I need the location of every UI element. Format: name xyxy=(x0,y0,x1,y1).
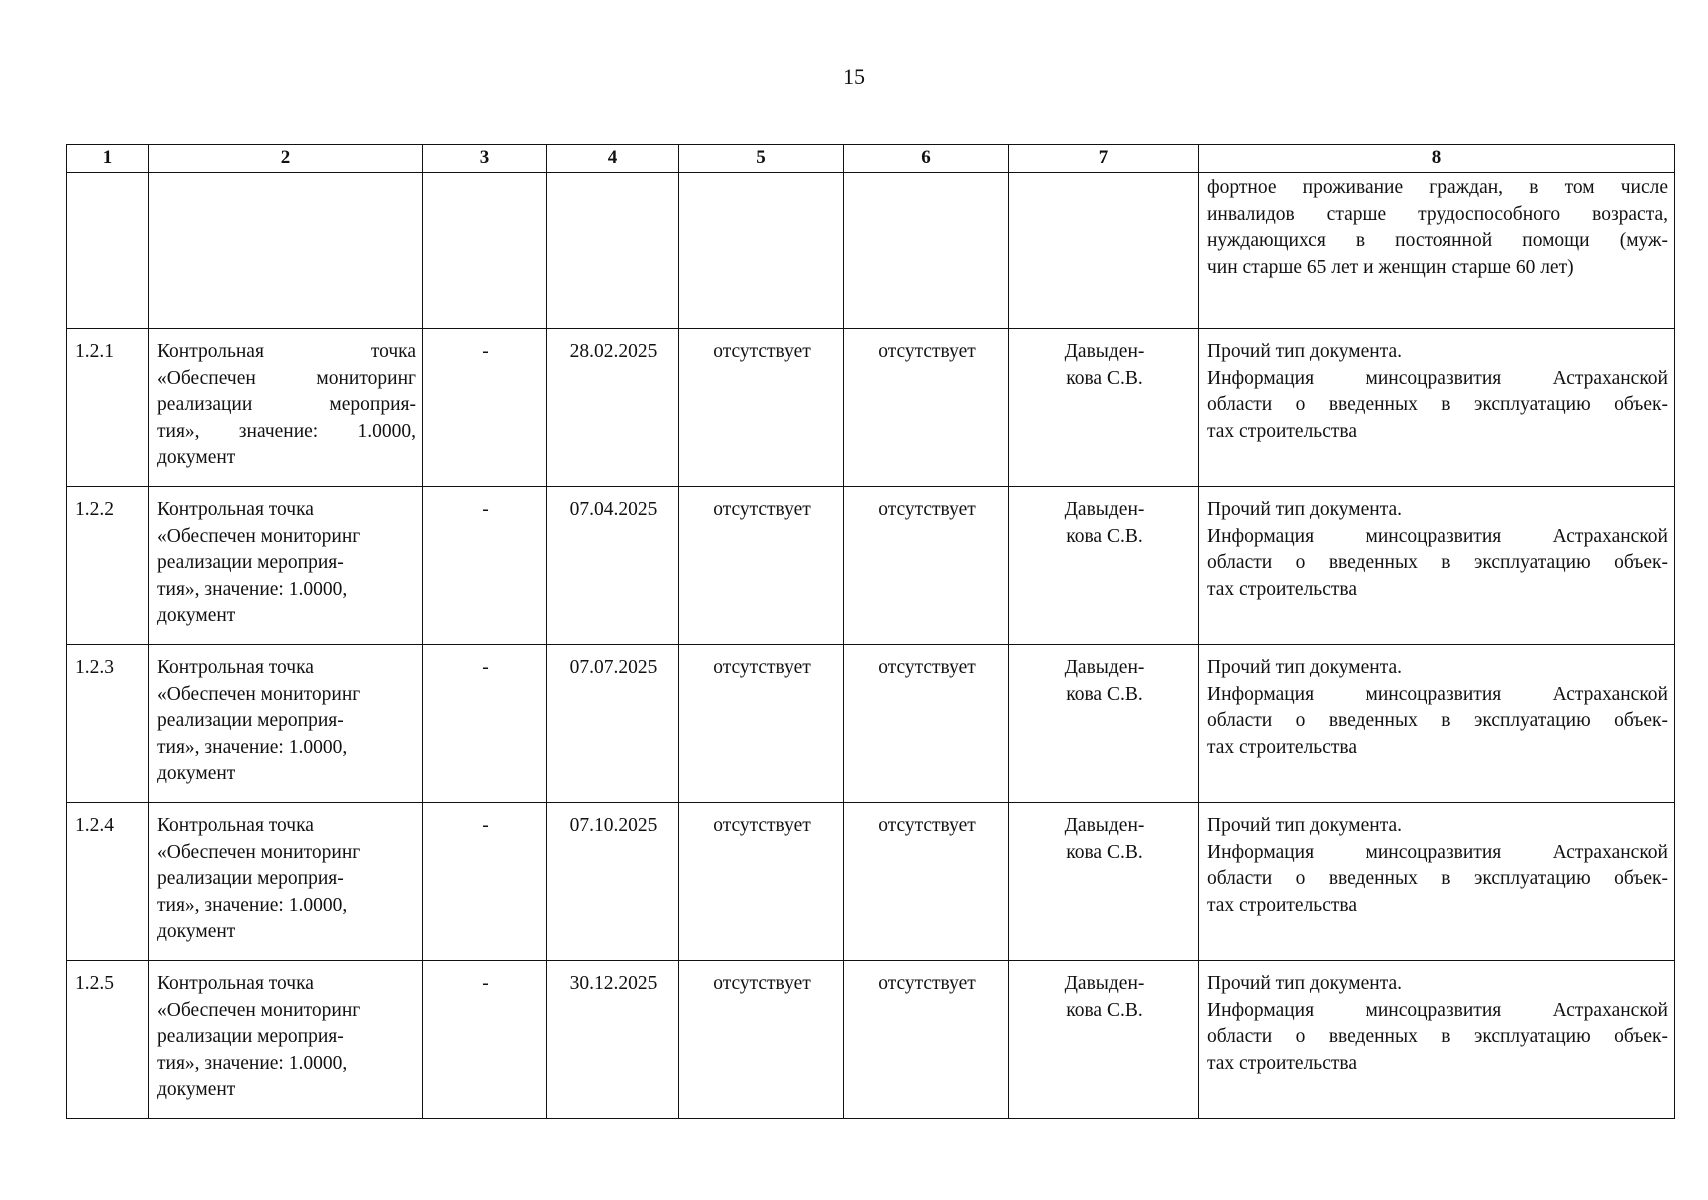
table-cell xyxy=(1009,803,1199,961)
text-line: области о введенных в эксплуатацию объек- xyxy=(1207,868,1668,889)
col5-value: отсутствует xyxy=(713,499,811,520)
text-line: реализации мероприя- xyxy=(157,868,344,889)
text-line: тах строительства xyxy=(1207,1052,1357,1074)
table-cell xyxy=(679,487,844,645)
document-description xyxy=(1199,961,1674,1077)
text-line: Информация минсоцразвития Астраханской xyxy=(1207,999,1668,1021)
table-cell xyxy=(679,961,844,1119)
text-line: кова С.В. xyxy=(1066,525,1143,547)
table-cell xyxy=(423,803,547,961)
text-line: тия», значение: 1.0000, xyxy=(157,420,416,442)
column-header: 2 xyxy=(149,145,423,173)
table-cell xyxy=(1199,961,1675,1119)
text-line: фортное проживание граждан, в том числе xyxy=(1207,177,1668,198)
text-line: Давыден- xyxy=(1064,657,1145,678)
text-line: Контрольная точка xyxy=(157,499,314,520)
table-cell xyxy=(547,329,679,487)
row-number: 1.2.1 xyxy=(75,341,114,362)
text-line: документ xyxy=(157,921,236,942)
col5-value: отсутствует xyxy=(713,657,811,678)
text-line: тах строительства xyxy=(1207,420,1357,442)
table-cell xyxy=(1009,487,1199,645)
text-line: тия», значение: 1.0000, xyxy=(157,578,348,600)
page-number: 15 xyxy=(843,64,865,89)
table-cell xyxy=(67,645,149,803)
responsible-person xyxy=(1009,487,1198,550)
col6-value: отсутствует xyxy=(878,815,976,836)
text-line: чин старше 65 лет и женщин старше 60 лет) xyxy=(1207,256,1574,278)
table-cell xyxy=(67,803,149,961)
row-number: 1.2.5 xyxy=(75,973,114,994)
table-cell xyxy=(679,329,844,487)
text-line: инвалидов старше трудоспособного возраста, xyxy=(1207,203,1668,225)
text-line: Давыден- xyxy=(1064,973,1145,994)
text-line: области о введенных в эксплуатацию объек- xyxy=(1207,552,1668,573)
text-line: «Обеспечен мониторинг xyxy=(157,525,361,547)
control-point-name xyxy=(149,961,422,1104)
table-cell xyxy=(67,487,149,645)
text-line: Контрольная точка xyxy=(157,657,314,678)
text-line: Информация минсоцразвития Астраханской xyxy=(1207,367,1668,389)
data-table xyxy=(66,144,1675,1119)
control-point-name xyxy=(149,329,422,472)
text-line: «Обеспечен мониторинг xyxy=(157,367,416,389)
col5-value: отсутствует xyxy=(713,973,811,994)
table-cell xyxy=(1009,645,1199,803)
table-cell xyxy=(1199,487,1675,645)
table-cell xyxy=(423,645,547,803)
control-point-name xyxy=(149,487,422,630)
continuation-text xyxy=(1199,173,1674,281)
text-line: Информация минсоцразвития Астраханской xyxy=(1207,525,1668,547)
table-cell xyxy=(679,645,844,803)
column-header: 5 xyxy=(679,145,844,173)
table-cell xyxy=(547,645,679,803)
column-header: 4 xyxy=(547,145,679,173)
table-cell xyxy=(1009,329,1199,487)
text-line: кова С.В. xyxy=(1066,841,1143,863)
responsible-person xyxy=(1009,329,1198,392)
due-date: 30.12.2025 xyxy=(569,973,658,994)
col6-value: отсутствует xyxy=(878,973,976,994)
text-line: нуждающихся в постоянной помощи (муж- xyxy=(1207,230,1668,251)
table-cell xyxy=(547,173,679,329)
table-cell xyxy=(844,961,1009,1119)
table-row xyxy=(67,645,1675,803)
text-line: Прочий тип документа. xyxy=(1207,499,1402,520)
text-line: реализации мероприя- xyxy=(157,552,344,573)
row-number: 1.2.2 xyxy=(75,499,114,520)
text-line: Информация минсоцразвития Астраханской xyxy=(1207,683,1668,705)
row-number: 1.2.4 xyxy=(75,815,114,836)
text-line: Прочий тип документа. xyxy=(1207,815,1402,836)
table-cell xyxy=(67,961,149,1119)
table-row xyxy=(67,803,1675,961)
text-line: кова С.В. xyxy=(1066,999,1143,1021)
text-line: области о введенных в эксплуатацию объек- xyxy=(1207,394,1668,415)
text-line: документ xyxy=(157,763,236,784)
control-point-name xyxy=(149,645,422,788)
due-date: 07.07.2025 xyxy=(569,657,658,678)
responsible-person xyxy=(1009,961,1198,1024)
table-cell xyxy=(149,329,423,487)
text-line: тах строительства xyxy=(1207,578,1357,600)
text-line: кова С.В. xyxy=(1066,683,1143,705)
text-line: реализации мероприя- xyxy=(157,394,416,415)
text-line: Контрольная точка xyxy=(157,815,314,836)
text-line: реализации мероприя- xyxy=(157,710,344,731)
table-cell xyxy=(149,961,423,1119)
text-line: Прочий тип документа. xyxy=(1207,341,1402,362)
row-number: 1.2.3 xyxy=(75,657,114,678)
text-line: кова С.В. xyxy=(1066,367,1143,389)
document-description xyxy=(1199,487,1674,603)
text-line: «Обеспечен мониторинг xyxy=(157,999,361,1021)
table-cell xyxy=(547,487,679,645)
responsible-person xyxy=(1009,645,1198,708)
text-line: тах строительства xyxy=(1207,736,1357,758)
continuation-row xyxy=(67,173,1675,329)
table-cell xyxy=(547,803,679,961)
text-line: документ xyxy=(157,447,236,468)
table-cell xyxy=(423,961,547,1119)
table-cell xyxy=(1009,961,1199,1119)
text-line: тия», значение: 1.0000, xyxy=(157,894,348,916)
table-cell xyxy=(1199,173,1675,329)
table-cell xyxy=(844,803,1009,961)
document-description xyxy=(1199,645,1674,761)
col3-value: - xyxy=(482,499,489,520)
table-cell xyxy=(149,645,423,803)
due-date: 07.10.2025 xyxy=(569,815,658,836)
control-point-name xyxy=(149,803,422,946)
table-cell xyxy=(149,803,423,961)
text-line: документ xyxy=(157,605,236,626)
col3-value: - xyxy=(482,341,489,362)
text-line: области о введенных в эксплуатацию объек- xyxy=(1207,1026,1668,1047)
column-header: 3 xyxy=(423,145,547,173)
text-line: документ xyxy=(157,1079,236,1100)
text-line: Контрольная точка xyxy=(157,973,314,994)
table-cell xyxy=(547,961,679,1119)
text-line: «Обеспечен мониторинг xyxy=(157,683,361,705)
text-line: реализации мероприя- xyxy=(157,1026,344,1047)
table-row xyxy=(67,487,1675,645)
text-line: Прочий тип документа. xyxy=(1207,973,1402,994)
text-line: «Обеспечен мониторинг xyxy=(157,841,361,863)
col3-value: - xyxy=(482,815,489,836)
col3-value: - xyxy=(482,973,489,994)
table-cell xyxy=(679,173,844,329)
col6-value: отсутствует xyxy=(878,341,976,362)
table-cell xyxy=(844,487,1009,645)
col6-value: отсутствует xyxy=(878,499,976,520)
col6-value: отсутствует xyxy=(878,657,976,678)
document-description xyxy=(1199,329,1674,445)
column-header: 7 xyxy=(1009,145,1199,173)
due-date: 28.02.2025 xyxy=(569,341,658,362)
text-line: Давыден- xyxy=(1064,499,1145,520)
column-header: 6 xyxy=(844,145,1009,173)
col3-value: - xyxy=(482,657,489,678)
text-line: Информация минсоцразвития Астраханской xyxy=(1207,841,1668,863)
text-line: тия», значение: 1.0000, xyxy=(157,736,348,758)
table-cell xyxy=(149,173,423,329)
document-description xyxy=(1199,803,1674,919)
text-line: тия», значение: 1.0000, xyxy=(157,1052,348,1074)
text-line: тах строительства xyxy=(1207,894,1357,916)
text-line: Контрольная точка xyxy=(157,341,416,362)
table-cell xyxy=(423,173,547,329)
table-cell xyxy=(1199,329,1675,487)
header-row xyxy=(67,145,1675,173)
table-cell xyxy=(67,173,149,329)
text-line: Давыден- xyxy=(1064,341,1145,362)
table-cell xyxy=(149,487,423,645)
col5-value: отсутствует xyxy=(713,341,811,362)
table-cell xyxy=(679,803,844,961)
text-line: Прочий тип документа. xyxy=(1207,657,1402,678)
table-row xyxy=(67,961,1675,1119)
column-header: 1 xyxy=(67,145,149,173)
table-cell xyxy=(67,329,149,487)
table-cell xyxy=(1199,803,1675,961)
responsible-person xyxy=(1009,803,1198,866)
table-cell xyxy=(844,645,1009,803)
table-cell xyxy=(1199,645,1675,803)
table-row xyxy=(67,329,1675,487)
table-cell xyxy=(423,329,547,487)
table-cell xyxy=(844,329,1009,487)
table-cell xyxy=(844,173,1009,329)
text-line: области о введенных в эксплуатацию объек- xyxy=(1207,710,1668,731)
text-line: Давыден- xyxy=(1064,815,1145,836)
column-header: 8 xyxy=(1199,145,1675,173)
due-date: 07.04.2025 xyxy=(569,499,658,520)
table-cell xyxy=(1009,173,1199,329)
col5-value: отсутствует xyxy=(713,815,811,836)
table-cell xyxy=(423,487,547,645)
